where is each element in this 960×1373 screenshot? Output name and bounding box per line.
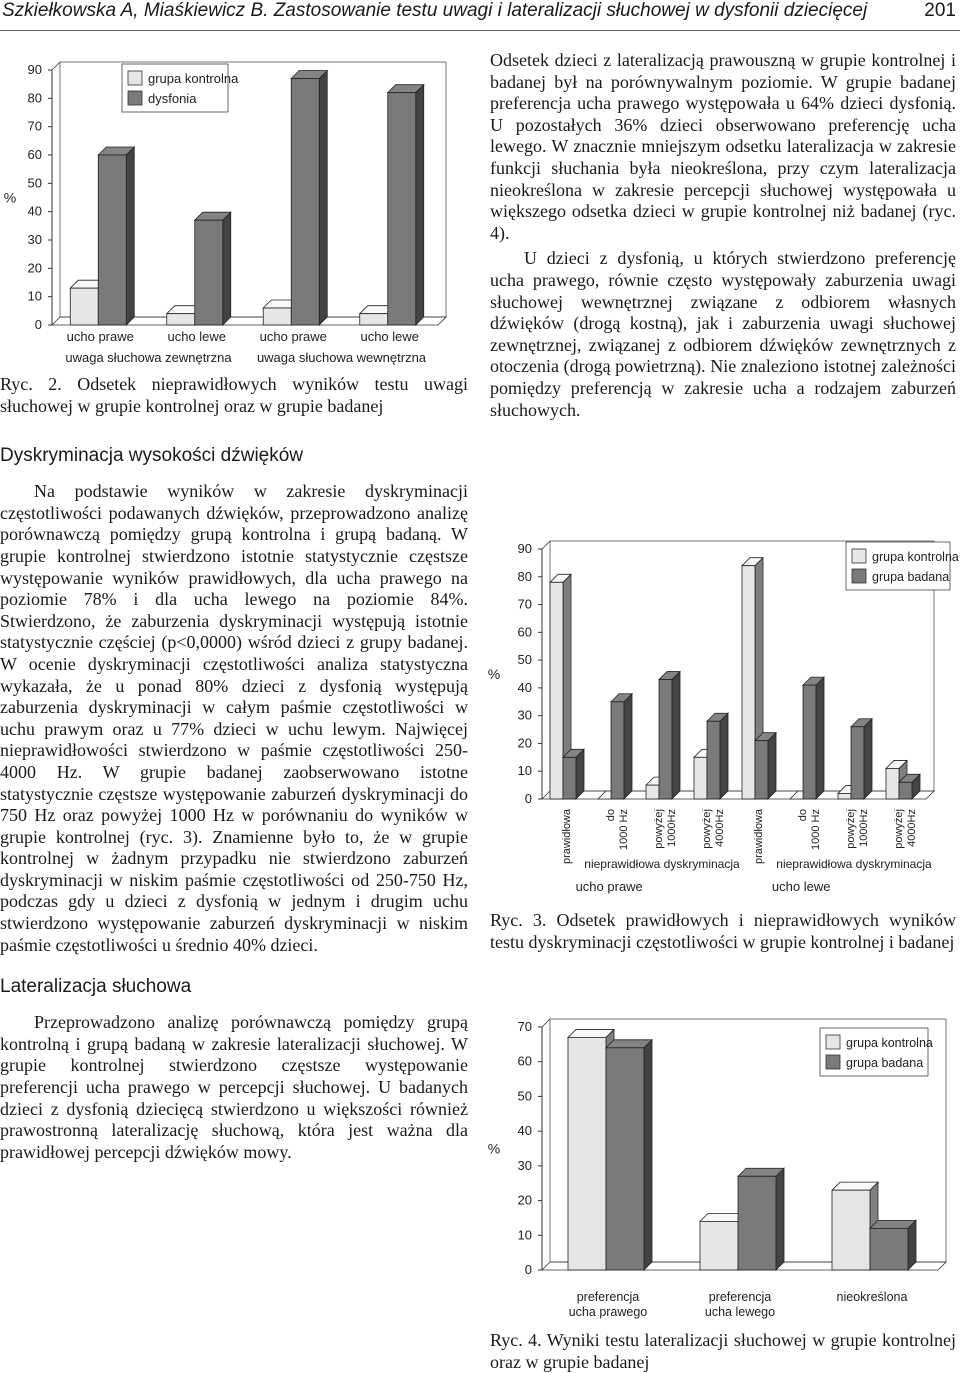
y-tick-label: 40 [517,679,532,695]
right-column [490,50,956,421]
y-tick-label: 10 [27,288,42,304]
y-tick-label: 0 [524,1262,532,1277]
bar-study-4 [755,733,776,799]
y-tick-label: 30 [517,707,532,723]
y-tick-label: 90 [27,62,42,77]
paragraph-lateralization-results: Odsetek dzieci z lateralizacją prawouszną w grupie kontrolnej i badanej był na porównywalnym poziomie. W grupie badanej preferencja ucha prawego występowała u 64% dzieci dysfonią. U pozostałych 36% dzieci obserwowano preferencję ucha lewego. W znacznie mniejszym odsetku lateralizacja w zakresie funkcji słuchania była nieokreślona, przy czym lateralizacja nieokreślona w zakresie percepcji słuchowej występowała u większego odsetka dzieci w grupie kontrolnej niż badanej (ryc. 4). [490,50,956,243]
y-tick-label: 20 [27,260,42,276]
bar-study-2 [870,1220,916,1270]
running-header-title: Szkiełkowska A, Miaśkiewicz B. Zastosowanie testu uwagi i lateralizacji słuchowej w dysfonii dziecięcej [2,0,868,21]
x-tick-label: nieokreślona [836,1290,908,1304]
y-tick-label: 20 [517,735,532,751]
y-tick-label: 10 [517,1227,532,1243]
y-tick-label: 50 [517,1088,532,1104]
bar-study-2 [659,672,680,799]
y-tick-label: 50 [27,175,42,191]
bar-dysphonia-2 [291,71,327,326]
y-tick-label: 10 [517,763,532,779]
y-tick-label: 80 [517,568,532,584]
y-axis-depth-top [542,541,550,549]
bar-dysphonia-3 [388,85,424,325]
figure-4-caption: Ryc. 4. Wyniki testu lateralizacji słuchowej w grupie kontrolnej oraz w grupie badanej [490,1330,956,1372]
bar-dysphonia-0 [98,147,134,325]
figure-3-caption: Ryc. 3. Odsetek prawidłowych i nieprawidłowych wyników testu dyskryminacji częstotliwości w grupie kontrolnej i badanej [490,910,956,952]
x-tick-label: preferencja ucha prawego [568,1290,648,1319]
x-tick-label: powyżej1000Hz [845,809,870,849]
bar-study-5 [803,677,824,799]
legend-label: grupa badana [872,570,950,584]
x-tick-label: powyżej4000Hz [893,809,918,849]
running-header [0,0,960,31]
y-tick-label: 90 [517,541,532,556]
x-tick-label: do1000 Hz [605,809,630,850]
y-tick-label: 50 [517,652,532,668]
x-tick-label: powyżej1000Hz [653,809,678,849]
x-tick-label: do1000 Hz [797,809,822,850]
y-tick-label: 60 [27,147,42,162]
y-axis-label: % [487,1140,501,1157]
legend-swatch [852,549,866,563]
x-tick-label: ucho prawe [259,329,327,344]
legend-label: grupa badana [846,1056,924,1070]
chart-ryc4 [484,1014,960,1326]
y-axis-label: % [487,666,501,682]
x-subgroup-label: nieprawidłowa dyskryminacja [776,857,932,871]
paragraph-discrimination: Na podstawie wyników w zakresie dyskryminacji częstotliwości podawanych dźwięków, przeprowadzono analizę porównawczą pomiędzy grupą kontrolna i grupą badaną. W grupie kontrolnej stwierdzono istotnie statystycznie częstsze występowanie wyników prawidłowych, dla ucha prawego na poziomie 78% i dla ucha lewego na poziomie 84%. Stwierdzono, że zaburzenia dyskryminacji występują istotnie statystycznie częściej (p<0,0000) wśród dzieci z grupy badanej. W ocenie dyskryminacji częstotliwości analiza statystyczna wykazała, że u ponad 80% dzieci z dysfonią występują zaburzenia dyskryminacji w całym paśmie częstotliwości w uchu prawym oraz u 77% dzieci w uchu lewym. Najwięcej nieprawidłowości stwierdzono w paśmie częstotliwości 250-4000 Hz. W grupie badanej zaobserwowano istotne statystycznie częstsze występowanie zaburzeń dyskryminacji do 750 Hz oraz powyżej 1000 Hz w porównaniu do wyników w grupie kontrolnej (ryc. 3). Znamienne było to, że w grupie kontrolnej w żadnym przypadku nie stwierdzono zaburzeń dyskryminacji w niskim paśmie częstotliwości od 250-750 Hz, podczas gdy u dzieci z dysfonią w jednym i drugim uchu stwierdzono występowanie zaburzeń dyskryminacji w niskim paśmie częstotliwości u średnio 40% dzieci. [0,481,468,955]
y-tick-label: 70 [27,118,42,134]
figure-3-caption-wrap [490,910,956,953]
legend-label: dysfonia [148,91,197,106]
x-group-label: ucho prawe [575,879,643,894]
paragraph-lateralization: Przeprowadzono analizę porównawczą pomiędzy grupą kontrolną i grupą badaną w zakresie lateralizacji słuchowej. W grupie kontrolnej stwierdzono częstsze występowanie preferencji ucha prawego w percepcji słuchowej. U badanych dzieci z dysfonią dziecięcą stwierdzono u większości również prawostronną lateralizację słuchową, która jest ważna dla prawidłowej percepcji dźwięków mowy. [0,1012,468,1162]
y-axis-depth-top [52,62,60,70]
legend-swatch [826,1035,840,1049]
bar-study-1 [738,1168,784,1270]
x-tick-label: ucho prawe [66,329,134,344]
y-tick-label: 30 [27,232,42,247]
bar-study-0 [606,1040,652,1270]
x-group-label: ucho lewe [771,879,831,894]
x-group-label: uwaga słuchowa zewnętrzna [65,350,232,365]
y-tick-label: 0 [34,317,42,332]
x-group-label: uwaga słuchowa wewnętrzna [256,350,427,365]
legend-swatch [826,1055,840,1069]
legend-swatch [128,71,142,85]
y-tick-label: 40 [517,1123,532,1139]
y-tick-label: 70 [517,1019,532,1034]
paragraph-dysphonia-preference: U dzieci z dysfonią, u których stwierdzono preferencję ucha prawego, równie często występowały zaburzenia uwagi słuchowej wewnętrznej związane z odbiorem własnych dźwięków (drogą kostną), jak i zaburzenia uwagi słuchowej zewnętrznej, związanej z odbiorem dźwięków zewnętrznych z otoczenia (drogą powietrzną). Nie znaleziono istotnej zależności pomiędzy preferencją w zakresie ucha a rodzajem zaburzeń słuchowych. [490,248,956,420]
y-tick-label: 60 [517,1053,532,1069]
chart-ryc3 [484,536,960,908]
y-tick-label: 80 [27,90,42,106]
x-tick-label: prawidłowa [753,809,765,865]
legend-swatch [852,569,866,583]
y-axis-depth-top [542,1019,550,1027]
bar-study-6 [851,719,872,799]
y-tick-label: 20 [517,1192,532,1208]
chart-ryc2 [0,44,468,372]
x-subgroup-label: nieprawidłowa dyskryminacja [584,857,740,871]
y-tick-label: 70 [517,596,532,612]
y-axis-label: % [3,189,17,206]
bar-dysphonia-1 [195,212,231,325]
x-tick-label: prawidłowa [561,809,573,865]
legend-label: grupa kontrolna [846,1036,933,1050]
x-tick-label: ucho lewe [360,329,420,344]
y-tick-label: 0 [524,791,532,806]
legend-label: grupa kontrolna [872,550,959,564]
y-tick-label: 30 [517,1157,532,1173]
section-heading-lateralization: Lateralizacja słuchowa [0,976,192,998]
legend-swatch [128,91,142,105]
figure-2-caption: Ryc. 2. Odsetek nieprawidłowych wyników testu uwagi słuchowej w grupie kontrolnej oraz w grupie badanej [0,374,468,416]
bar-study-0 [563,749,584,799]
legend-label: grupa kontrolna [148,71,239,86]
left-column [0,374,468,1163]
x-tick-label: powyżej4000Hz [701,809,726,849]
bar-study-3 [707,713,728,799]
section-heading-discrimination: Dyskryminacja wysokości dźwięków [0,445,304,467]
bar-study-1 [611,694,632,799]
x-tick-label: ucho lewe [167,329,227,344]
x-tick-label: preferencja ucha lewego [704,1290,776,1319]
y-tick-label: 60 [517,624,532,640]
figure-4-caption-wrap [490,1330,956,1373]
y-tick-label: 40 [27,203,42,219]
page-number: 201 [924,0,956,21]
